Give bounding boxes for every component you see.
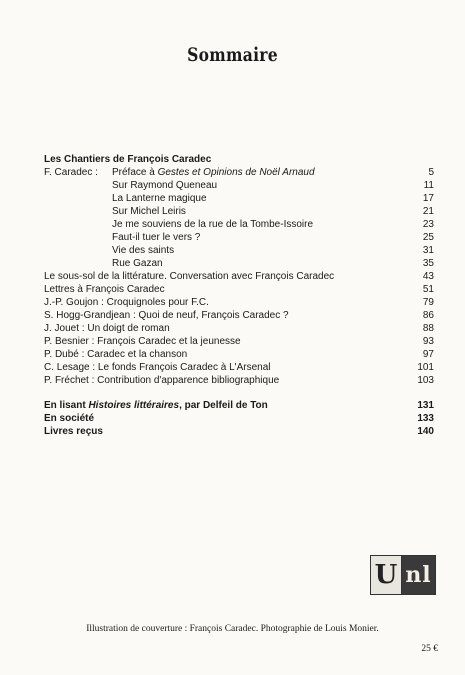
toc-page: 86	[422, 310, 434, 321]
toc-entry	[44, 166, 434, 179]
toc-label: Préface à Gestes et Opinions de Noël Arnaud	[112, 167, 315, 178]
toc-label: Lettres à François Caradec	[44, 284, 165, 295]
toc-entry	[44, 335, 434, 348]
toc-label: J.-P. Goujon : Croquignoles pour F.C.	[44, 297, 209, 308]
toc-entry	[44, 218, 434, 231]
toc-label: Rue Gazan	[112, 258, 163, 269]
toc-entry	[44, 412, 434, 425]
toc-entry	[44, 348, 434, 361]
toc-label: P. Dubé : Caradec et la chanson	[44, 349, 188, 360]
toc-page: 133	[417, 413, 434, 424]
section-spacer	[44, 387, 434, 399]
toc-label: P. Fréchet : Contribution d'apparence bibliographique	[44, 375, 280, 386]
toc-page: 88	[422, 323, 434, 334]
toc-label: La Lanterne magique	[112, 193, 207, 204]
toc-page: 5	[428, 167, 434, 178]
toc-entry	[44, 205, 434, 218]
publisher-logo	[370, 555, 436, 595]
toc-entry	[44, 374, 434, 387]
toc-page: 17	[422, 193, 434, 204]
toc-entry	[44, 425, 434, 438]
toc-entry	[44, 231, 434, 244]
toc-italic-title: Histoires littéraires	[88, 400, 180, 411]
toc-page: 140	[417, 426, 434, 437]
toc-label: En société	[44, 413, 95, 424]
toc-entry	[44, 322, 434, 335]
toc-label: Vie des saints	[112, 245, 175, 256]
toc-label: Faut-il tuer le vers ?	[112, 232, 201, 243]
toc-label: J. Jouet : Un doigt de roman	[44, 323, 170, 334]
toc-entry	[44, 399, 434, 412]
cover-credit: Illustration de couverture : François Caradec. Photographie de Louis Monier.	[86, 624, 379, 634]
toc-label: Sur Michel Leiris	[112, 206, 186, 217]
toc-page: 43	[422, 271, 434, 282]
toc-page: 25	[422, 232, 434, 243]
toc-entry	[44, 244, 434, 257]
toc-entry	[44, 296, 434, 309]
logo-letters-nl: nl	[402, 556, 435, 594]
toc-page: 103	[417, 375, 434, 386]
toc-page: 101	[417, 362, 434, 373]
toc-page: 11	[423, 180, 434, 191]
toc-label: C. Lesage : Le fonds François Caradec à L'Arsenal	[44, 362, 271, 373]
toc-page: 31	[422, 245, 434, 256]
toc-entry	[44, 361, 434, 374]
toc-page: 93	[422, 336, 434, 347]
toc-entry	[44, 309, 434, 322]
logo-letter-u: U	[371, 556, 402, 594]
toc-label: Les Chantiers de François Caradec	[44, 154, 212, 165]
table-of-contents	[44, 153, 434, 438]
toc-label: Le sous-sol de la littérature. Conversation avec François Caradec	[44, 271, 335, 282]
toc-page: 23	[422, 219, 434, 230]
toc-page: 97	[422, 349, 434, 360]
toc-page: 51	[422, 284, 434, 295]
toc-entry	[44, 192, 434, 205]
toc-label: Je me souviens de la rue de la Tombe-Issoire	[112, 219, 314, 230]
toc-page: 21	[422, 206, 434, 217]
toc-label: P. Besnier : François Caradec et la jeunesse	[44, 336, 241, 347]
toc-entry	[44, 283, 434, 296]
toc-italic-title: Gestes et Opinions de Noël Arnaud	[157, 167, 315, 178]
toc-author-prefix: F. Caradec :	[44, 167, 98, 178]
toc-label: En lisant Histoires littéraires, par Delfeil de Ton	[44, 400, 268, 411]
toc-page: 131	[417, 400, 434, 411]
toc-page: 35	[422, 258, 434, 269]
toc-label: Livres reçus	[44, 426, 103, 437]
page-title: Sommaire	[187, 44, 278, 66]
toc-section-heading	[44, 153, 434, 166]
toc-entry	[44, 270, 434, 283]
toc-page: 79	[422, 297, 434, 308]
toc-entry	[44, 257, 434, 270]
toc-label: Sur Raymond Queneau	[112, 180, 218, 191]
price-label: 25 €	[421, 644, 438, 654]
toc-label: S. Hogg-Grandjean : Quoi de neuf, François Caradec ?	[44, 310, 289, 321]
toc-entry	[44, 179, 434, 192]
